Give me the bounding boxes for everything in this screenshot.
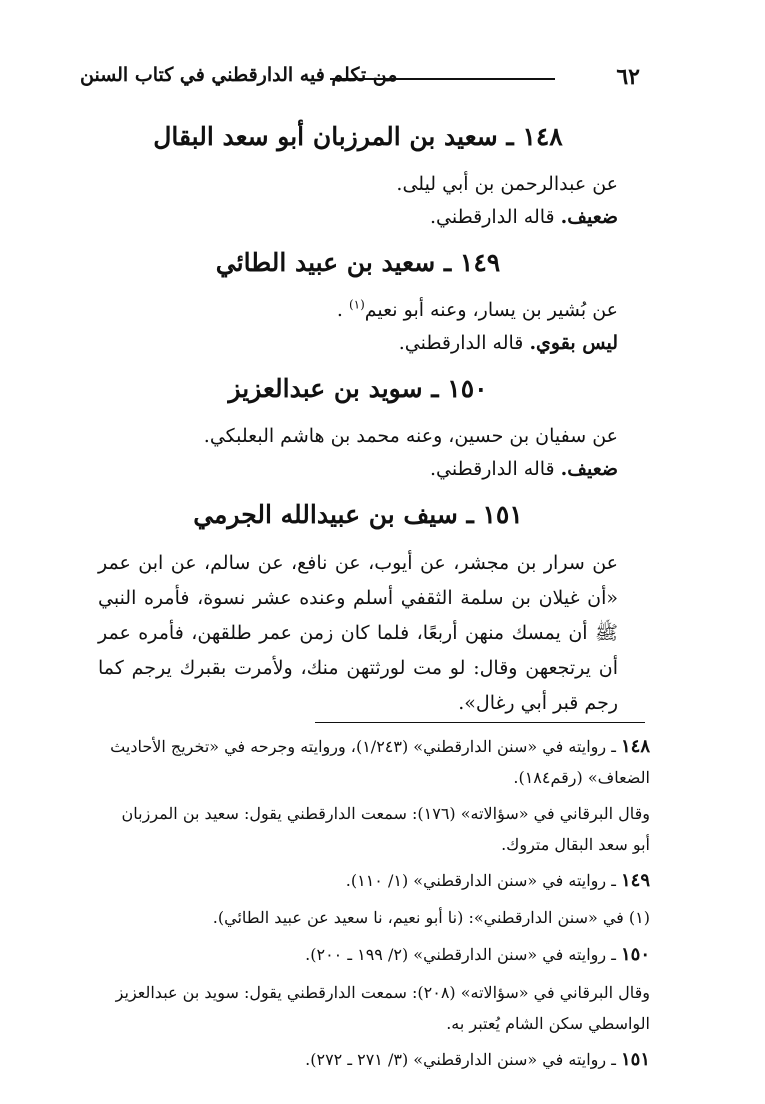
entry-verdict bbox=[98, 327, 618, 360]
footnote-rule bbox=[315, 722, 645, 723]
verdict-rest: قاله الدارقطني. bbox=[429, 205, 561, 228]
footnotes bbox=[105, 730, 650, 1080]
footnote-text: ـ روايته في «سنن الدارقطني» (١/ ١١٠). bbox=[345, 870, 621, 890]
verdict-word: ضعيف. bbox=[560, 205, 618, 228]
verdict-word: ليس بقوي. bbox=[529, 331, 618, 354]
footnote-number: ١٤٨ bbox=[620, 736, 650, 757]
entry-heading: ١٥١ ـ سيف بن عبيدالله الجرمي bbox=[193, 500, 523, 529]
footnote-number: ١٥١ bbox=[620, 1048, 650, 1070]
entry-heading: ١٥٠ ـ سويد بن عبدالعزيز bbox=[228, 374, 488, 403]
entry-line bbox=[98, 294, 618, 327]
footnote bbox=[105, 901, 650, 934]
footnote bbox=[105, 730, 650, 793]
footnote-marker: (١) bbox=[348, 297, 365, 312]
footnote-text: ـ روايته في «سنن الدارقطني» (٢/ ١٩٩ ـ ٢٠٠). bbox=[305, 945, 621, 965]
entry-line-end: . bbox=[336, 298, 349, 321]
entry-line-text: عن بُشير بن يسار، وعنه أبو نعيم bbox=[364, 298, 618, 321]
entry-150 bbox=[98, 370, 618, 486]
page-number: ٦٢ bbox=[616, 64, 640, 90]
running-title: من تكلم فيه الدارقطني في كتاب السنن bbox=[80, 64, 398, 86]
footnote bbox=[105, 938, 650, 971]
entry-148 bbox=[98, 118, 618, 234]
verdict-word: ضعيف. bbox=[560, 457, 618, 480]
entry-line: عن عبدالرحمن بن أبي ليلى. bbox=[396, 172, 618, 195]
verdict-rest: قاله الدارقطني. bbox=[398, 331, 530, 354]
footnote bbox=[105, 864, 650, 897]
entry-149 bbox=[98, 244, 618, 360]
footnote bbox=[105, 1043, 650, 1076]
footnote-number: ١٥٠ bbox=[620, 944, 650, 966]
main-text bbox=[98, 118, 618, 721]
page-header bbox=[80, 60, 640, 100]
entry-line: عن سفيان بن حسين، وعنه محمد بن هاشم البعلبكي. bbox=[203, 424, 618, 447]
footnote-text: وقال البرقاني في «سؤالاته» (٢٠٨): سمعت الدارقطني يقول: سويد بن عبدالعزيز الواسطي سكن الشام يُعتبر به. bbox=[115, 982, 650, 1033]
entry-151 bbox=[98, 496, 618, 721]
entry-verdict bbox=[98, 201, 618, 234]
footnote-text: ـ روايته في «سنن الدارقطني» (١/٢٤٣)، وروايته وجرحه في «تخريج الأحاديث الضعاف» (رقم١٨٤). bbox=[110, 737, 650, 788]
footnote-text: وقال البرقاني في «سؤالاته» (١٧٦): سمعت الدارقطني يقول: سعيد بن المرزبان أبو سعد البقال متروك. bbox=[121, 803, 650, 855]
footnote-text: (١) في «سنن الدارقطني»: (نا أبو نعيم، نا سعيد عن عبيد الطائي). bbox=[212, 908, 650, 928]
footnote bbox=[105, 976, 650, 1039]
entry-heading: ١٤٨ ـ سعيد بن المرزبان أبو سعد البقال bbox=[153, 122, 563, 151]
footnote-number: ١٤٩ bbox=[620, 869, 650, 891]
entry-paragraph: عن سرار بن مجشر، عن أيوب، عن نافع، عن سالم، عن ابن عمر «أن غيلان بن سلمة الثقفي أسلم وعنده عشر نسوة، فأمره النبي ﷺ أن يمسك منهن أربعًا، فلما كان زمن عمر طلقهن، فأمره عمر أن يرتجعهن وقال: لو مت لورثتهن منك، ولأمرت بقبرك يرجم كما رجم قبر أبي رغال». bbox=[98, 551, 618, 715]
entry-heading: ١٤٩ ـ سعيد بن عبيد الطائي bbox=[215, 248, 501, 277]
verdict-rest: قاله الدارقطني. bbox=[429, 457, 561, 480]
footnote-text: ـ روايته في «سنن الدارقطني» (٣/ ٢٧١ ـ ٢٧٢). bbox=[305, 1049, 621, 1069]
footnote bbox=[105, 797, 650, 860]
entry-verdict bbox=[98, 453, 618, 486]
